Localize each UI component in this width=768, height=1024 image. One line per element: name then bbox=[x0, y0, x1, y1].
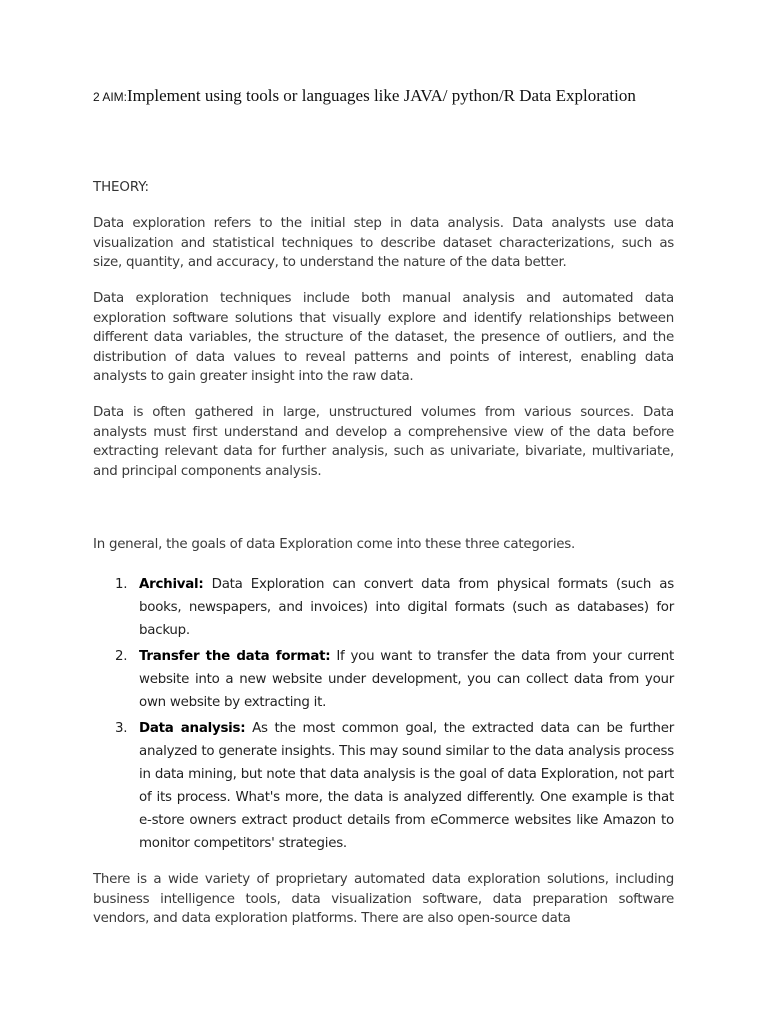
goals-list bbox=[93, 573, 674, 858]
list-item-number: 2. bbox=[115, 649, 128, 664]
list-item-number: 1. bbox=[115, 577, 128, 592]
list-item bbox=[93, 645, 674, 714]
aim-title: Implement using tools or languages like JAVA/ python/R Data Exploration bbox=[127, 86, 636, 105]
list-item-text: Data Exploration can convert data from physical formats (such as books, newspapers, and invoices) into digital formats (such as databases) for backup. bbox=[139, 577, 674, 638]
list-item-text: If you want to transfer the data from your current website into a new website under development, you can collect data from your own website by extracting it. bbox=[139, 649, 674, 710]
paragraph-goals-intro: In general, the goals of data Exploration come into these three categories. bbox=[93, 537, 576, 552]
list-item bbox=[93, 717, 674, 855]
aim-prefix: 2 AIM: bbox=[93, 90, 128, 104]
paragraph-definition: Data exploration refers to the initial step in data analysis. Data analysts use data visualization and statistical techniques to describe dataset characterizations, such as size, quantity, and accuracy, to understand the nature of the data better. bbox=[93, 216, 674, 271]
list-item bbox=[93, 573, 674, 642]
theory-heading: THEORY: bbox=[93, 180, 149, 195]
list-item-term: Data analysis: bbox=[139, 721, 246, 736]
list-item-number: 3. bbox=[115, 721, 128, 736]
paragraph-techniques: Data exploration techniques include both manual analysis and automated data exploration software solutions that visually explore and identify relationships between different data variables, the structure of the dataset, the presence of outliers, and the distribution of data values to reveal patterns and points of interest, enabling data analysts to gain greater insight into the raw data. bbox=[93, 291, 674, 385]
aim-heading bbox=[93, 86, 674, 107]
list-item-text: As the most common goal, the extracted data can be further analyzed to generate insights. This may sound similar to the data analysis process in data mining, but note that data analysis is the goal of data Exploration, not part of its process. What's more, the data is analyzed differently. One example is that e-store owners extract product details from eCommerce websites like Amazon to monitor competitors' strategies. bbox=[139, 721, 675, 851]
paragraph-data-gathering: Data is often gathered in large, unstructured volumes from various sources. Data analysts must first understand and develop a comprehensive view of the data before extracting relevant data for further analysis, such as univariate, bivariate, multivariate, and principal components analysis. bbox=[93, 405, 674, 479]
paragraph-solutions: There is a wide variety of proprietary automated data exploration solutions, including business intelligence tools, data visualization software, data preparation software vendors, and data exploration platforms. There are also open-source data bbox=[93, 872, 674, 927]
list-item-term: Transfer the data format: bbox=[139, 649, 331, 664]
list-item-term: Archival: bbox=[139, 577, 204, 592]
